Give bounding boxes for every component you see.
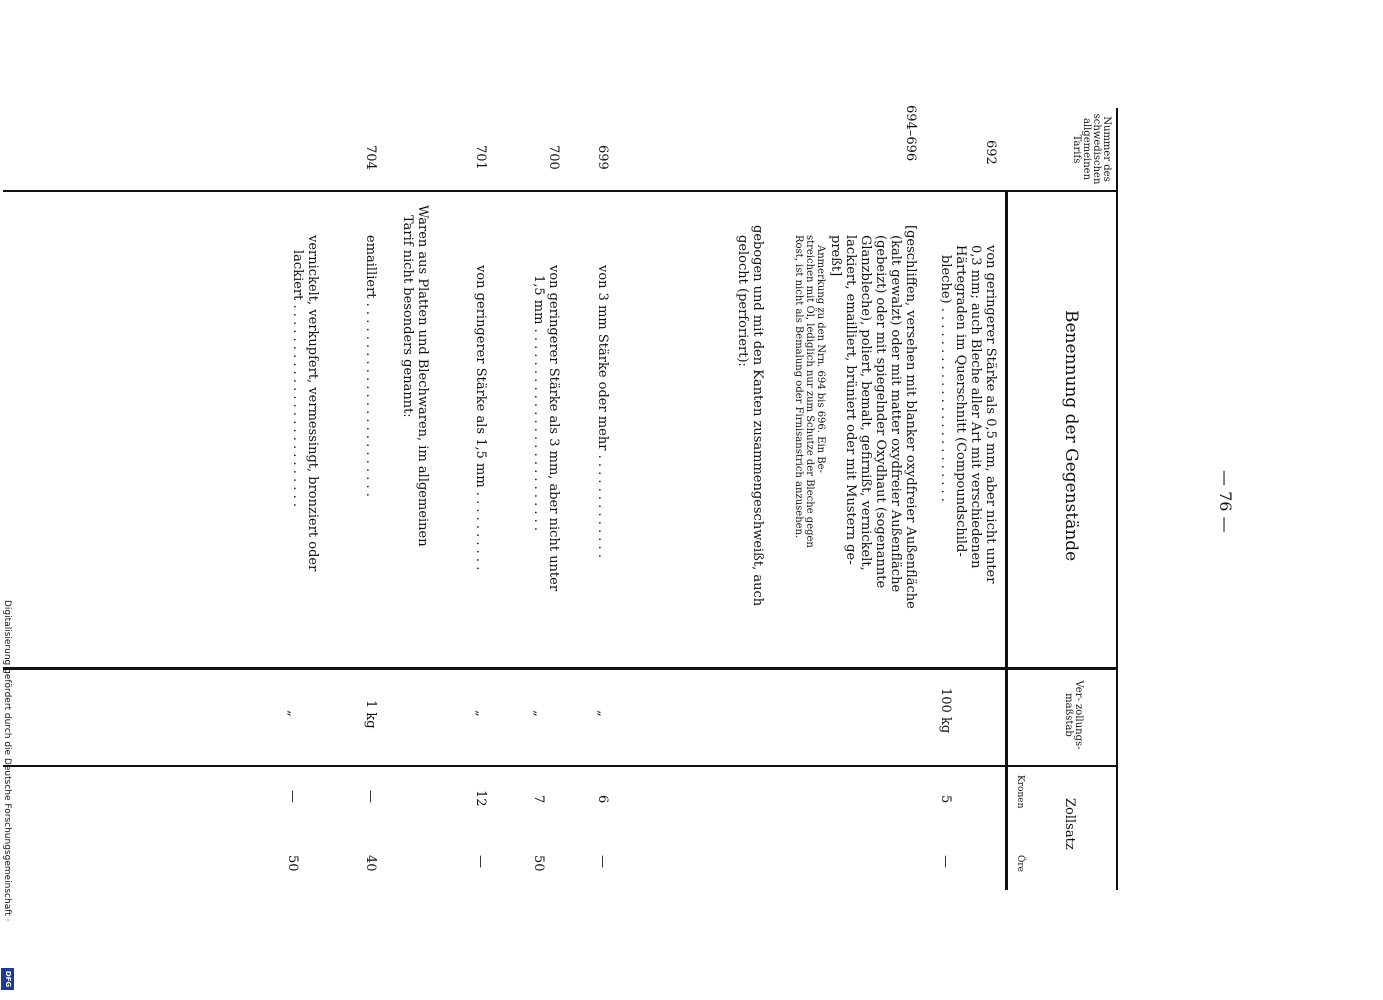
row-ore: — [938, 855, 953, 868]
note-line: Anmerkung zu den Nrn. 694 bis 696. Ein Be- [815, 245, 826, 473]
note-line: streichen mit Öl, lediglich nur zum Schutze der Bleche gegen [804, 235, 815, 548]
row-text-line: von 3 mm Stärke oder mehr . . . . . . . . . . . . . [595, 265, 610, 558]
dfg-logo [1, 968, 14, 990]
row-text-line: von geringerer Stärke als 1,5 mm . . . . . . . . . . [473, 265, 488, 571]
table-top-rule [1116, 108, 1118, 890]
header-bottom-rule [1005, 190, 1008, 890]
row-text-line: (kalt gewalzt) oder mit matter oxydfreier Außenfläche [888, 235, 903, 593]
row-text-line: lackiert . . . . . . . . . . . . . . . . . . . . . . . . . [290, 250, 305, 507]
note-line: Rost, ist nicht als Bemalung oder Firnisanstrich anzusehen. [793, 235, 804, 539]
row-text-line: von geringerer Stärke als 3 mm, aber nicht unter [546, 265, 561, 592]
page-number: — 76 — [1216, 470, 1235, 533]
row-text-line: [geschliffen, versehen mit blanker oxydfreier Außenfläche [903, 225, 918, 609]
credit-text: Digitalisierung gefördert durch die Deutsche Forschungsgemeinschaft · [2, 600, 12, 922]
row-unit: „ [531, 710, 546, 717]
row-kronen: 7 [531, 795, 546, 804]
header-ore: Öre [1015, 855, 1025, 873]
row-unit: „ [595, 710, 610, 717]
row-number: 700 [546, 145, 561, 170]
row-ore: — [473, 855, 488, 868]
row-ore: — [595, 855, 610, 868]
row-number: 692 [983, 140, 998, 165]
header-duty: Zollsatz [1062, 798, 1077, 850]
dfg-logo-text: DFG [4, 970, 12, 988]
digitization-credit [0, 600, 16, 1000]
rule-number-col [3, 190, 1118, 192]
rule-unit-col [3, 667, 1118, 670]
row-text-line: (gebeizt) oder mit spiegelnder Oxydhaut (sogenannte [873, 235, 888, 589]
row-text-line: preßt] [828, 235, 843, 277]
row-text-line: gebogen und mit den Kanten zusammengeschweißt, auch [750, 225, 765, 607]
header-kronen: Kronen [1015, 775, 1025, 809]
header-number: Nummer des schwedischen allgemeinen Tarifs [1071, 113, 1112, 185]
row-text-line: Waren aus Platten und Blechwaren, im allgemeinen [415, 205, 430, 547]
row-kronen: 12 [473, 790, 488, 807]
row-text-line: 1,5 mm . . . . . . . . . . . . . . . . . . . . . . . . . [531, 275, 546, 532]
row-ore: 50 [285, 855, 300, 872]
row-ore: 50 [531, 855, 546, 872]
row-unit: 1 kg [363, 700, 378, 729]
row-text-line: bleche) . . . . . . . . . . . . . . . . . . . . . . . . [938, 255, 953, 502]
row-text-line: vernickelt, verkupfert, vermessingt, bronziert oder [305, 235, 320, 572]
row-text-line: Tarif nicht besonders genannt: [400, 215, 415, 418]
row-kronen: 6 [595, 795, 610, 804]
row-text-line: 0,3 mm; auch Bleche aller Art mit verschiedenen [968, 245, 983, 569]
header-designation: Benennung der Gegenstände [1061, 310, 1081, 562]
row-number: 704 [363, 145, 378, 170]
row-text-line: lackiert, emailliert, brüniert oder mit Mustern ge- [843, 235, 858, 565]
row-text-line: Glanzbleche), poliert, bemalt, gefirnißt, vernickelt, [858, 235, 873, 571]
row-number: 694–696 [903, 105, 918, 162]
row-text-line: Härtegraden im Querschnitt (Compoundschild- [953, 245, 968, 557]
row-text-line: emailliert . . . . . . . . . . . . . . . . . . . . . . . . [363, 235, 378, 497]
row-kronen: — [285, 790, 300, 803]
row-number: 701 [473, 145, 488, 170]
row-unit: „ [285, 710, 300, 717]
row-ore: 40 [363, 855, 378, 872]
rule-duty-col [3, 765, 1118, 767]
row-text-line: von geringerer Stärke als 0,5 mm, aber nicht unter [983, 245, 998, 584]
row-kronen: — [363, 790, 378, 803]
header-unit: Ver- zollungs- maßstab [1063, 680, 1084, 750]
row-unit: „ [473, 710, 488, 717]
row-kronen: 5 [938, 795, 953, 804]
row-number: 699 [595, 145, 610, 170]
row-unit: 100 kg [938, 688, 953, 734]
row-text-line: gelocht (perforiert): [735, 235, 750, 367]
